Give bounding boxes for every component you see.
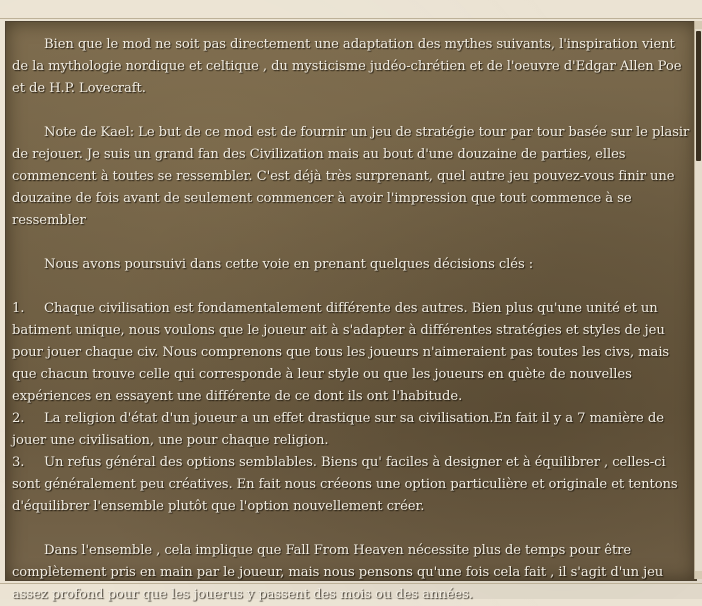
list-item-text: Un refus général des options semblables. Biens qu' faciles à designer et à équilibrer , celles-ci sont généralement peu créatives. En fait nous créeons une option particulière et originale et tentons d'équilibrer l'ensemble plutôt que l'option nouvellement créer. — [12, 455, 678, 514]
list-item — [12, 452, 692, 518]
vertical-scrollbar[interactable] — [694, 21, 702, 579]
paragraph-spacer — [12, 232, 692, 254]
list-item — [12, 408, 692, 452]
paragraph-spacer — [12, 100, 692, 122]
paragraph-spacer — [12, 518, 692, 540]
paragraph-intro: Bien que le mod ne soit pas directement une adaptation des mythes suivants, l'inspiration vient de la mythologie nordique et celtique , du mysticisme judéo-chrétien et de l'oeuvre d'Edgar Allen Poe et de H.P. Lovecraft. — [12, 37, 682, 96]
list-item-text: Chaque civilisation est fondamentalement différente des autres. Bien plus qu'une unité et un batiment unique, nous voulons que le joueur ait à s'adapter à différentes stratégies et styles de jeu pour jouer chaque civ. Nous comprenons que tous les joueurs n'aimeraient pas toutes les civs, mais que chacun trouve celle qui corresponde à leur style ou que les joueurs en quète de nouvelles expériences en essayent une différente de ce dont ils ont l'habitude. — [12, 301, 670, 404]
paragraph-kael-note: Note de Kael: Le but de ce mod est de fournir un jeu de stratégie tour par tour basée sur le plasir de rejouer. Je suis un grand fan des Civilization mais au bout d'une douzaine de parties, elles commencent à toutes se ressembler. C'est déjà très surprenant, quel autre jeu pouvez-vous finir une douzaine de fois avant de seulement commencer à avoir l'impression que tout commence à se ressembler — [12, 125, 690, 228]
scrollbar-thumb[interactable] — [696, 31, 701, 161]
description-text — [12, 34, 692, 606]
list-item-number: 3. — [12, 455, 25, 470]
list-item — [12, 298, 692, 408]
paragraph-decisions-intro: Nous avons poursuivi dans cette voie en prenant quelques décisions clés : — [44, 257, 534, 272]
text-panel — [5, 21, 697, 602]
paragraph-conclusion: Dans l'ensemble , cela implique que Fall From Heaven nécessite plus de temps pour être complètement pris en main par le joueur, mais nous pensons qu'une fois cela fait , il s'agit d'un jeu assez profond pour que les jouerus y passent des mois ou des années. — [12, 543, 664, 602]
list-item-number: 1. — [12, 301, 25, 316]
scroll-down-arrow-icon[interactable] — [695, 571, 702, 579]
paragraph-spacer — [12, 276, 692, 298]
list-item-text: La religion d'état d'un joueur a un effet drastique sur sa civilisation.En fait il y a 7 manière de jouer une civilisation, une pour chaque religion. — [12, 411, 664, 448]
list-item-number: 2. — [12, 411, 25, 426]
scroll-up-arrow-icon[interactable] — [695, 21, 702, 29]
